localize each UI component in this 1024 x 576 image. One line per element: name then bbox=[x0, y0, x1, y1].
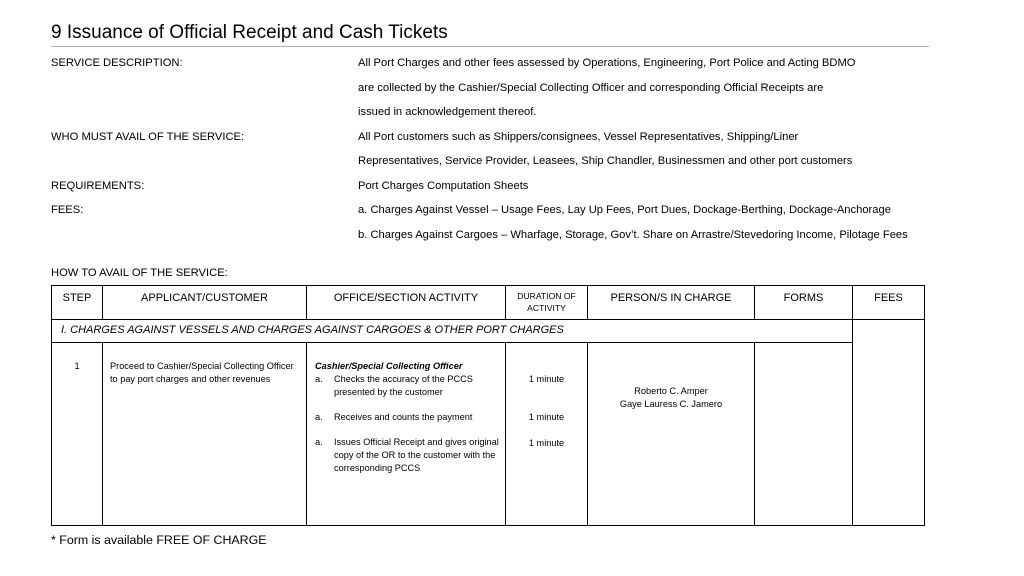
person-name: Roberto C. Amper bbox=[634, 386, 708, 396]
service-description-line: issued in acknowledgement thereof. bbox=[358, 106, 537, 118]
forms-cell bbox=[755, 343, 853, 526]
header-forms: FORMS bbox=[755, 286, 853, 320]
activity-item bbox=[315, 411, 501, 424]
fees-line: a. Charges Against Vessel – Usage Fees, Lay Up Fees, Port Dues, Dockage-Berthing, Dockage-Anchorage bbox=[358, 204, 891, 216]
requirements-line: Port Charges Computation Sheets bbox=[358, 180, 529, 192]
requirements-label: REQUIREMENTS: bbox=[51, 180, 145, 192]
duration-value: 1 minute bbox=[528, 438, 565, 448]
header-fees: FEES bbox=[853, 286, 925, 320]
office-heading: Cashier/Special Collecting Officer bbox=[315, 361, 463, 371]
section-row bbox=[52, 320, 925, 343]
applicant-action: Proceed to Cashier/Special Collecting Officer to pay port charges and other revenues bbox=[103, 343, 307, 526]
service-description-label: SERVICE DESCRIPTION: bbox=[51, 57, 183, 69]
section-heading: I. CHARGES AGAINST VESSELS AND CHARGES AGAINST CARGOES & OTHER PORT CHARGES bbox=[52, 320, 853, 343]
activity-item bbox=[315, 436, 501, 475]
who-must-avail-line: Representatives, Service Provider, Leasees, Ship Chandler, Businessmen and other port customers bbox=[358, 155, 853, 167]
header-duration: DURATION OF ACTIVITY bbox=[506, 286, 588, 320]
duration-value: 1 minute bbox=[528, 374, 565, 384]
duration-cell bbox=[506, 343, 588, 526]
activity-text: Issues Official Receipt and gives original copy of the OR to the customer with the corresponding PCCS bbox=[334, 437, 499, 473]
fees-line: b. Charges Against Cargoes – Wharfage, Storage, Gov’t. Share on Arrastre/Stevedoring Income, Pilotage Fees bbox=[358, 229, 908, 241]
header-person-in-charge: PERSON/S IN CHARGE bbox=[588, 286, 755, 320]
office-activity-cell bbox=[307, 343, 506, 526]
duration-value: 1 minute bbox=[528, 412, 565, 422]
who-must-avail-line: All Port customers such as Shippers/consignees, Vessel Representatives, Shipping/Liner bbox=[358, 131, 799, 143]
activity-marker: a. bbox=[315, 374, 323, 384]
who-must-avail-label: WHO MUST AVAIL OF THE SERVICE: bbox=[51, 131, 245, 143]
service-steps-table bbox=[51, 285, 925, 526]
person-in-charge-cell bbox=[588, 343, 755, 526]
activity-text: Receives and counts the payment bbox=[334, 412, 473, 422]
header-step: STEP bbox=[52, 286, 103, 320]
title-divider bbox=[51, 46, 929, 47]
activity-list bbox=[315, 373, 501, 475]
header-applicant: APPLICANT/CUSTOMER bbox=[103, 286, 307, 320]
activity-item bbox=[315, 373, 501, 399]
activity-text: Checks the accuracy of the PCCS presented by the customer bbox=[334, 374, 473, 397]
person-name: Gaye Lauress C. Jamero bbox=[619, 399, 723, 409]
service-description-line: All Port Charges and other fees assessed by Operations, Engineering, Port Police and Acting BDMO bbox=[358, 57, 856, 69]
fees-label: FEES: bbox=[51, 204, 84, 216]
fees-cell bbox=[853, 320, 925, 526]
activity-marker: a. bbox=[315, 412, 323, 422]
service-description-line: are collected by the Cashier/Special Collecting Officer and corresponding Official Receipts are bbox=[358, 82, 824, 94]
activity-marker: a. bbox=[315, 437, 323, 447]
step-number: 1 bbox=[52, 343, 103, 526]
footnote: * Form is available FREE OF CHARGE bbox=[51, 533, 267, 547]
table-row bbox=[52, 343, 925, 526]
page-title: 9 Issuance of Official Receipt and Cash Tickets bbox=[51, 22, 448, 43]
how-to-avail-heading: HOW TO AVAIL OF THE SERVICE: bbox=[51, 267, 228, 279]
header-office-activity: OFFICE/SECTION ACTIVITY bbox=[307, 286, 506, 320]
table-header-row bbox=[52, 286, 925, 320]
